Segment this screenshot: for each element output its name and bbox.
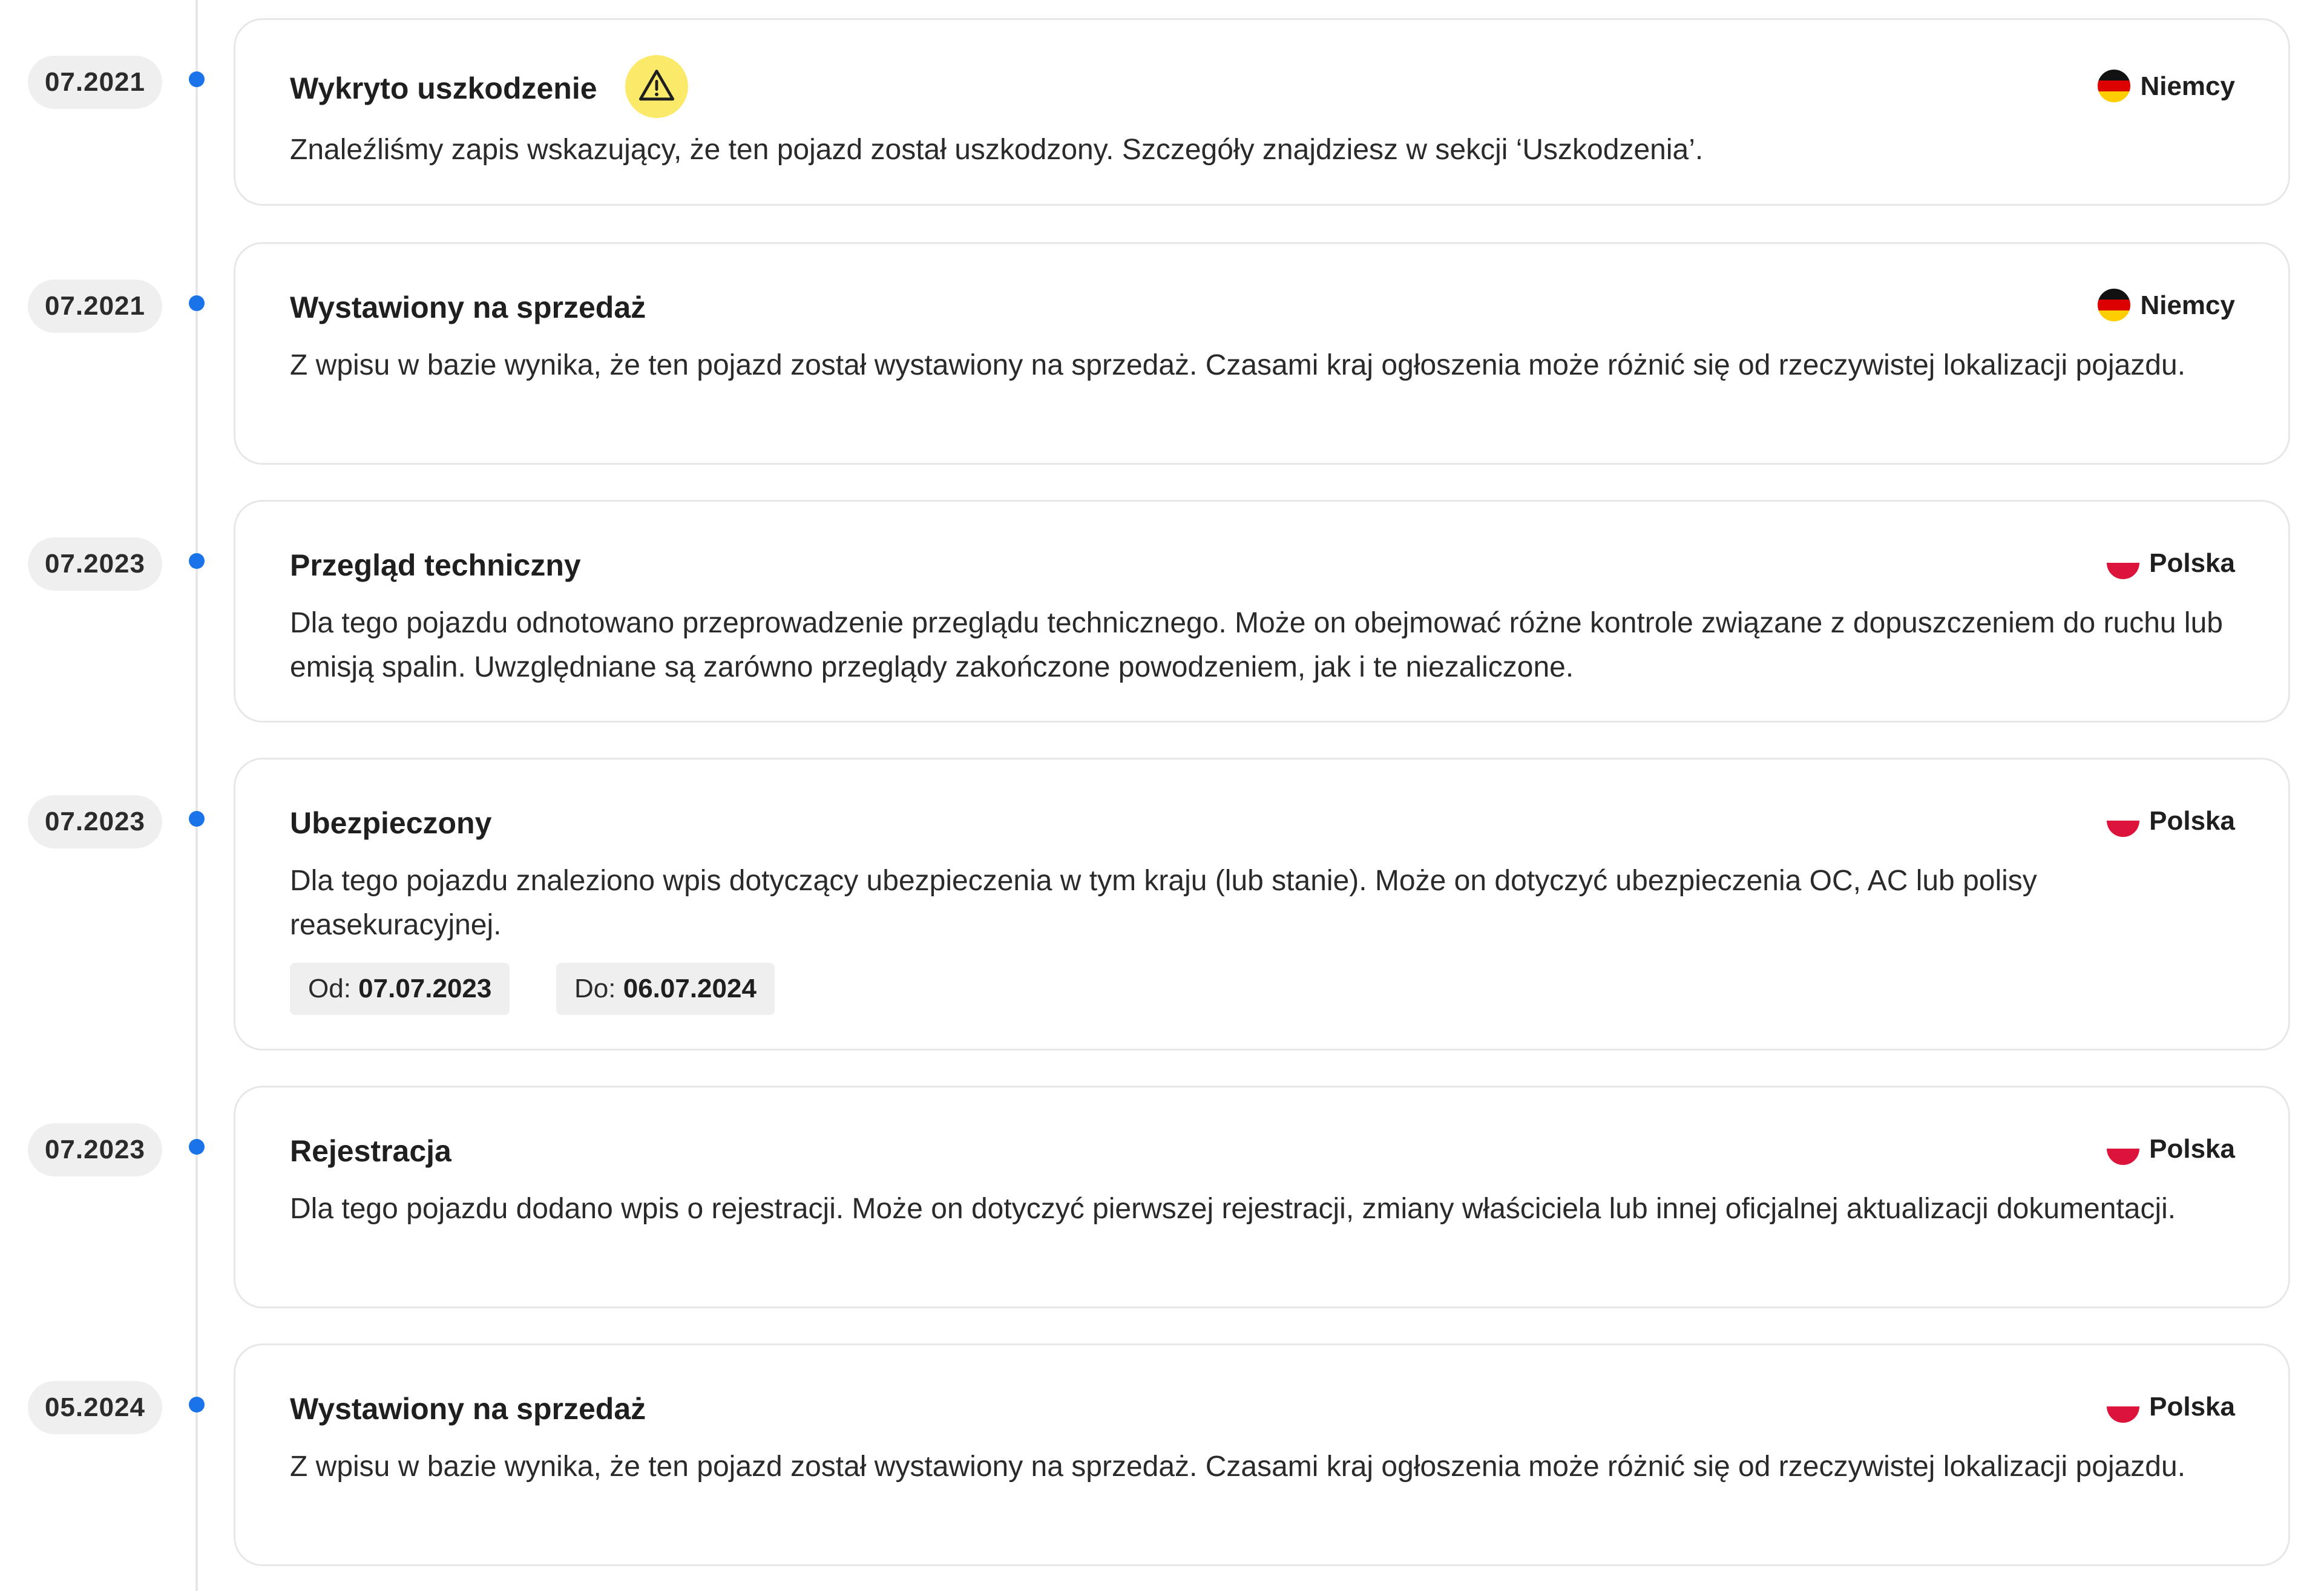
event-description: Dla tego pojazdu znaleziono wpis dotyczący ubezpieczenia w tym kraju (lub stanie). Może on dotyczyć ubezpieczenia OC, AC lub polisy reasekuracyjnej. <box>290 865 2037 941</box>
poland-flag-icon <box>2107 1390 2139 1423</box>
event-title: Ubezpieczony <box>290 806 492 840</box>
event-card <box>234 500 2290 723</box>
poland-flag-icon <box>2107 546 2139 579</box>
timeline-dot <box>189 1397 205 1412</box>
valid-to-value: 06.07.2024 <box>623 974 757 1003</box>
event-description: Dla tego pojazdu dodano wpis o rejestracji. Może on dotyczyć pierwszej rejestracji, zmiany właściciela lub innej oficjalnej aktualizacji dokumentacji. <box>290 1193 2176 1225</box>
event-title: Wystawiony na sprzedaż <box>290 290 646 324</box>
country-name: Polska <box>2149 548 2235 578</box>
timeline-dot <box>189 811 205 827</box>
country-name: Niemcy <box>2140 290 2235 320</box>
event-card <box>234 1343 2290 1566</box>
valid-to-chip <box>556 963 775 1015</box>
event-description: Z wpisu w bazie wynika, że ten pojazd został wystawiony na sprzedaż. Czasami kraj ogłoszenia może różnić się od rzeczywistej lokalizacji pojazdu. <box>290 349 2186 381</box>
timeline-line <box>195 0 198 1591</box>
date-pill: 07.2023 <box>28 1123 162 1176</box>
event-card <box>234 758 2290 1051</box>
timeline-dot <box>189 1139 205 1155</box>
date-pill: 05.2024 <box>28 1381 162 1434</box>
country-label <box>2107 545 2235 582</box>
valid-from-label: Od: <box>308 974 351 1003</box>
country-label <box>2107 1131 2235 1167</box>
valid-from-value: 07.07.2023 <box>358 974 492 1003</box>
event-description: Dla tego pojazdu odnotowano przeprowadzenie przeglądu technicznego. Może on obejmować różne kontrole związane z dopuszczeniem do ruchu lub emisją spalin. Uwzględniane są zarówno przeglądy zakończone powodzeniem, jak i te niezaliczone. <box>290 607 2223 683</box>
poland-flag-icon <box>2107 804 2139 837</box>
timeline-dot <box>189 295 205 311</box>
country-label <box>2107 1389 2235 1425</box>
country-label <box>2107 803 2235 839</box>
country-name: Niemcy <box>2140 71 2235 101</box>
event-title: Wykryto uszkodzenie <box>290 71 597 105</box>
country-name: Polska <box>2149 1134 2235 1164</box>
event-title: Wystawiony na sprzedaż <box>290 1392 646 1426</box>
event-description: Z wpisu w bazie wynika, że ten pojazd został wystawiony na sprzedaż. Czasami kraj ogłoszenia może różnić się od rzeczywistej lokalizacji pojazdu. <box>290 1451 2186 1483</box>
country-name: Polska <box>2149 1392 2235 1422</box>
event-title: Rejestracja <box>290 1134 451 1168</box>
event-card <box>234 242 2290 465</box>
date-pill: 07.2021 <box>28 56 162 109</box>
date-pill: 07.2023 <box>28 537 162 591</box>
timeline-dot <box>189 71 205 87</box>
country-label <box>2098 68 2235 105</box>
country-label <box>2098 287 2235 324</box>
timeline-dot <box>189 553 205 569</box>
country-name: Polska <box>2149 806 2235 836</box>
event-title: Przegląd techniczny <box>290 548 581 582</box>
date-pill: 07.2023 <box>28 795 162 848</box>
warning-icon <box>625 55 688 118</box>
event-card <box>234 18 2290 206</box>
poland-flag-icon <box>2107 1132 2139 1165</box>
event-description: Znaleźliśmy zapis wskazujący, że ten pojazd został uszkodzony. Szczegóły znajdziesz w sekcji ‘Uszkodzenia’. <box>290 134 1704 166</box>
germany-flag-icon <box>2098 289 2130 321</box>
date-pill: 07.2021 <box>28 280 162 333</box>
germany-flag-icon <box>2098 70 2130 102</box>
valid-to-label: Do: <box>574 974 616 1003</box>
valid-from-chip <box>290 963 510 1015</box>
event-card <box>234 1086 2290 1308</box>
